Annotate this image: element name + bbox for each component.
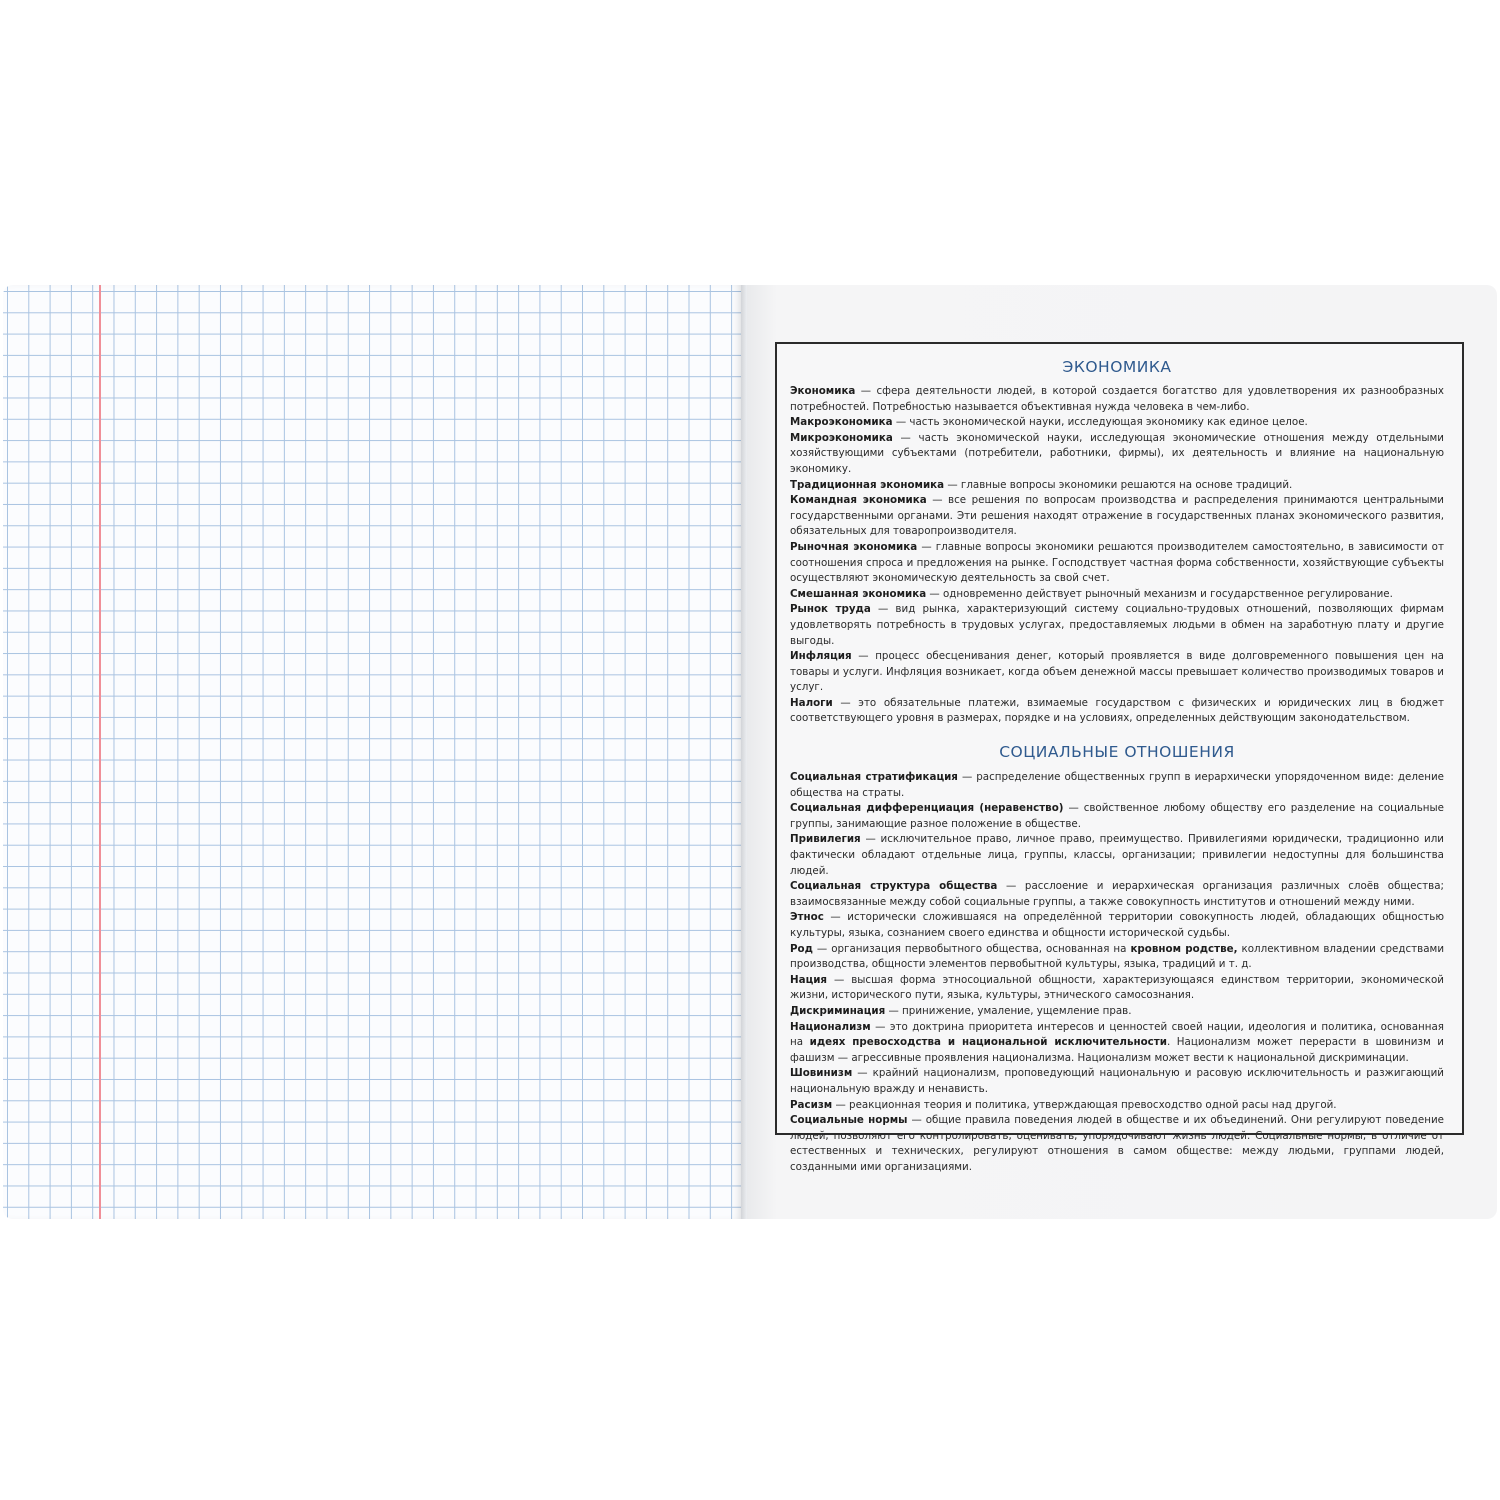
definition-term: Инфляция (790, 650, 852, 663)
definition-text: — сфера деятельности людей, в которой создается богатство для удовлетворения их разнообразных потребностей. Потребностью называется объективная нужда человека в чем-либо. (790, 385, 1444, 413)
definition-text: — главные вопросы экономики решаются производителем самостоятельно, в зависимости от соотношения спроса и предложения на рынке. Господствует частная форма собственности, хозяйствующие субъекты осуществляют экономическую деятельность за свой счет. (790, 540, 1444, 585)
grid-page (3, 285, 741, 1219)
definition-text: — часть экономической науки, исследующая экономические отношения между отдельными хозяйствующими субъектами (потребители, работники, фирмы), их деятельность и влияние на национальную экономику. (790, 431, 1444, 475)
definition-term: Налоги (790, 696, 833, 709)
definition (790, 493, 1444, 540)
definition-text: — часть экономической науки, исследующая экономику как единое целое. (892, 416, 1308, 429)
open-notebook (3, 285, 1497, 1219)
definition-text: — высшая форма этносоциальной общности, характеризующаяся единством территории, экономической жизни, исторического пути, языка, культуры, этнического самосознания. (790, 973, 1444, 1002)
definition (790, 832, 1444, 879)
definition (790, 942, 1444, 973)
definition-text: — главные вопросы экономики решаются на основе традиций. (944, 478, 1293, 491)
definition-term: Шовинизм (790, 1067, 853, 1080)
definition (790, 478, 1444, 494)
definition-text: — исторически сложившаяся на определённой территории совокупность людей, обладающих общностью культуры, языка, сознанием своего единства и общности исторической судьбы. (790, 911, 1444, 939)
definition-term: Дискриминация (790, 1004, 886, 1017)
definition-text: — расслоение и иерархическая организация различных слоёв общества; взаимосвязанные между собой социальные группы, а также совокупность институтов и отношений между ними. (790, 880, 1444, 908)
definition-term: Традиционная экономика (790, 478, 945, 491)
definition-text: — организация первобытного общества, основанная на (812, 942, 1131, 955)
definition (790, 384, 1444, 415)
definition-text: — распределение общественных групп в иерархически упорядоченном виде: деление общества на страты. (790, 771, 1444, 799)
definition (790, 801, 1444, 832)
definition-term: Командная экономика (790, 494, 927, 507)
definition-text: — все решения по вопросам производства и распределения принимаются центральными государственными органами. Эти решения находят отражение в государственных планах экономического развития, обязательных для товаропроизводителя. (790, 494, 1444, 538)
reference-box (775, 342, 1464, 1173)
definition-term: Рынок труда (790, 603, 871, 616)
definition-text: — свойственное любому обществу его разделение на социальные группы, занимающие разное положение в обществе. (790, 802, 1444, 830)
definition (790, 770, 1444, 801)
definition (790, 649, 1444, 696)
definition-term: Нация (790, 973, 828, 986)
definition-term: Привилегия (790, 833, 861, 846)
definition (790, 415, 1444, 431)
reference-page (747, 285, 1497, 1219)
definition-text: — крайний национализм, проповедующий национальную и расовую исключительность и разжигающий национальную вражду и ненависть. (790, 1067, 1444, 1095)
definition-term: Социальные нормы (790, 1114, 908, 1127)
definition-text: — общие правила поведения людей в обществе и их объединений. Они регулируют поведение людей, позволяют его контролировать, оценивать, упорядочивают жизнь людей. Социальные нормы, в отличие от естественных и технических, регулируют отношения в самом обществе: между людьми, группами людей, созданными ими организациями. (790, 1114, 1444, 1173)
definition (790, 910, 1444, 941)
definition-text: — это доктрина приоритета интересов и ценностей своей нации, идеология и политика, основанная на (790, 1020, 1444, 1049)
definition-text: — процесс обесценивания денег, который проявляется в виде долговременного повышения цен на товары и услуги. Инфляция возникает, когда объем денежной массы превышает количество производимых товаров и услуг. (790, 650, 1444, 694)
definition-text: — исключительное право, личное право, преимущество. Привилегиями юридически, традиционно или фактически обладают отдельные лица, группы, классы, организации; привилегии недоступны для большинства людей. (790, 833, 1444, 877)
definition-text: — принижение, умаление, ущемление прав. (885, 1004, 1132, 1017)
definition-term: Микроэкономика (790, 431, 893, 444)
definition (790, 879, 1444, 910)
definition-term: Национализм (790, 1020, 871, 1033)
definition-text: — вид рынка, характеризующий систему социально-трудовых отношений, позволяющих фирмам удовлетворять потребность в трудовых услугах, предоставляемых людьми в обмен на заработную плату и другие выгоды. (790, 603, 1445, 647)
section-title-social-relations: СОЦИАЛЬНЫЕ ОТНОШЕНИЯ (999, 743, 1235, 762)
definition (790, 587, 1444, 603)
section-title-economics: ЭКОНОМИКА (1062, 358, 1172, 376)
definition-emphasis: идеях превосходства и национальной исключительности (809, 1036, 1167, 1049)
definition-term: Макроэкономика (790, 416, 893, 429)
definition-term: Смешанная экономика (790, 587, 927, 600)
definition-text-continued: коллективном владении средствами производства, общности элементов первобытной культуры, языка, традиций и т. д. (790, 942, 1445, 971)
definition-emphasis: кровном родстве, (1130, 942, 1238, 955)
definition-term: Экономика (790, 385, 856, 397)
definition-text: — реакционная теория и политика, утверждающая превосходство одной расы над другой. (832, 1098, 1337, 1111)
definition (790, 1004, 1444, 1020)
definition (790, 1113, 1444, 1175)
definition (790, 1098, 1444, 1114)
margin-line (99, 285, 101, 1219)
definition-term: Род (790, 942, 813, 955)
definition (790, 696, 1444, 727)
definition-term: Рыночная экономика (790, 540, 918, 553)
definition (790, 1066, 1444, 1097)
definition (790, 431, 1444, 478)
definition-text: — это обязательные платежи, взимаемые государством с физических и юридических лиц в бюджет соответствующего уровня в размерах, порядке и на условиях, определенных действующим законодательством. (790, 696, 1444, 725)
definition (790, 973, 1444, 1004)
definition-term: Социальная дифференциация (неравенство) (790, 802, 1064, 815)
definition-term: Расизм (790, 1098, 833, 1111)
definition-term: Социальная стратификация (790, 771, 958, 784)
definition-term: Этнос (790, 911, 824, 924)
definition (790, 540, 1444, 587)
definition (790, 1020, 1444, 1067)
definition-text: — одновременно действует рыночный механизм и государственное регулирование. (926, 587, 1393, 600)
definition-text-continued: . Национализм может перерасти в шовинизм и фашизм — агрессивные проявления национализма. Национализм может вести к национальной дискриминации. (790, 1036, 1444, 1064)
definition-term: Социальная структура общества (790, 880, 998, 893)
definition (790, 602, 1444, 649)
